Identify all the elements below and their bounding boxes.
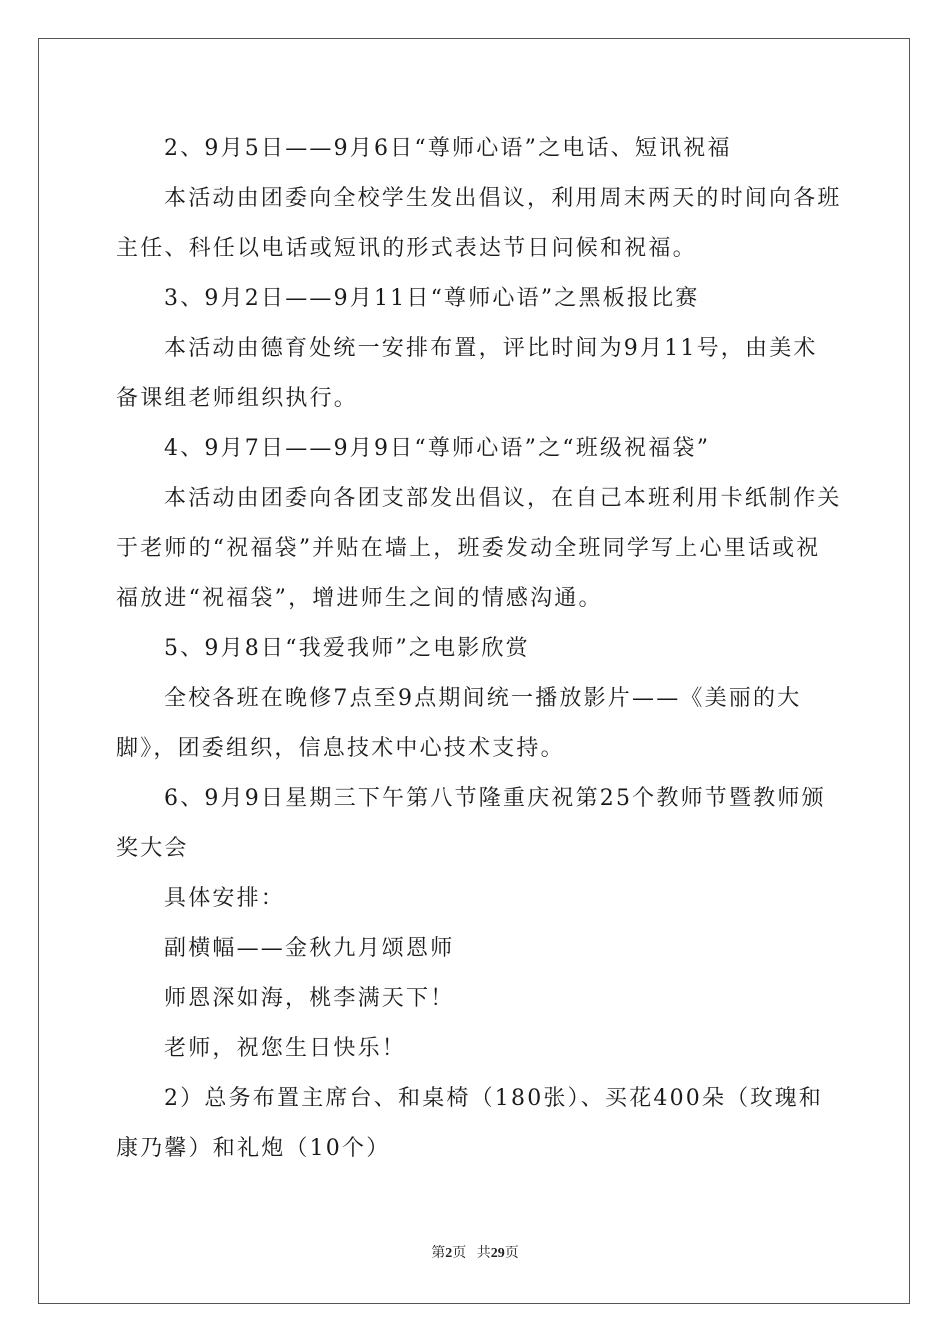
paragraph-line: 本活动由德育处统一安排布置，评比时间为9月11号，由美术 (164, 336, 818, 361)
page-prefix: 第 (431, 1246, 446, 1261)
current-page-number: 2 (445, 1246, 453, 1261)
paragraph-line: 康乃馨）和礼炮（10个） (116, 1136, 391, 1161)
page-footer (0, 1242, 950, 1262)
heading-item-4: 4、9月7日——9月9日“尊师心语”之“班级祝福袋” (164, 436, 711, 461)
paragraph-line: 主任、科任以电话或短讯的形式表达节日问候和祝福。 (116, 236, 697, 261)
total-page-count: 29 (490, 1246, 505, 1261)
paragraph-line: 具体安排： (164, 886, 286, 911)
paragraph-line: 奖大会 (116, 836, 189, 861)
heading-item-2: 2、9月5日——9月6日“尊师心语”之电话、短讯祝福 (164, 136, 732, 161)
paragraph-line: 全校各班在晚修7点至9点期间统一播放影片——《美丽的大 (164, 686, 802, 711)
paragraph-line: 本活动由团委向各团支部发出倡议，在自己本班利用卡纸制作关 (164, 486, 842, 511)
page-frame (38, 38, 910, 1304)
paragraph-line: 备课组老师组织执行。 (116, 386, 359, 411)
heading-item-5: 5、9月8日“我爱我师”之电影欣赏 (164, 636, 530, 661)
heading-item-3: 3、9月2日——9月11日“尊师心语”之黑板报比赛 (164, 286, 700, 311)
paragraph-line: 师恩深如海，桃李满天下！ (164, 986, 455, 1011)
paragraph-line: 福放进“祝福袋”，增进师生之间的情感沟通。 (116, 586, 603, 611)
paragraph-line: 于老师的“祝福袋”并贴在墙上，班委发动全班同学写上心里话或祝 (116, 536, 821, 561)
paragraph-line: 本活动由团委向全校学生发出倡议，利用周末两天的时间向各班 (164, 186, 842, 211)
total-prefix: 共 (476, 1246, 491, 1261)
paragraph-line: 脚》，团委组织，信息技术中心技术支持。 (116, 736, 565, 761)
paragraph-line: 2）总务布置主席台、和桌椅（180张）、买花400朵（玫瑰和 (164, 1086, 823, 1111)
heading-item-6: 6、9月9日星期三下午第八节隆重庆祝第25个教师节暨教师颁 (164, 786, 826, 811)
page-unit: 页 (452, 1246, 467, 1261)
paragraph-line: 老师，祝您生日快乐！ (164, 1036, 407, 1061)
paragraph-line: 副横幅——金秋九月颂恩师 (164, 936, 455, 961)
total-unit: 页 (504, 1246, 519, 1261)
